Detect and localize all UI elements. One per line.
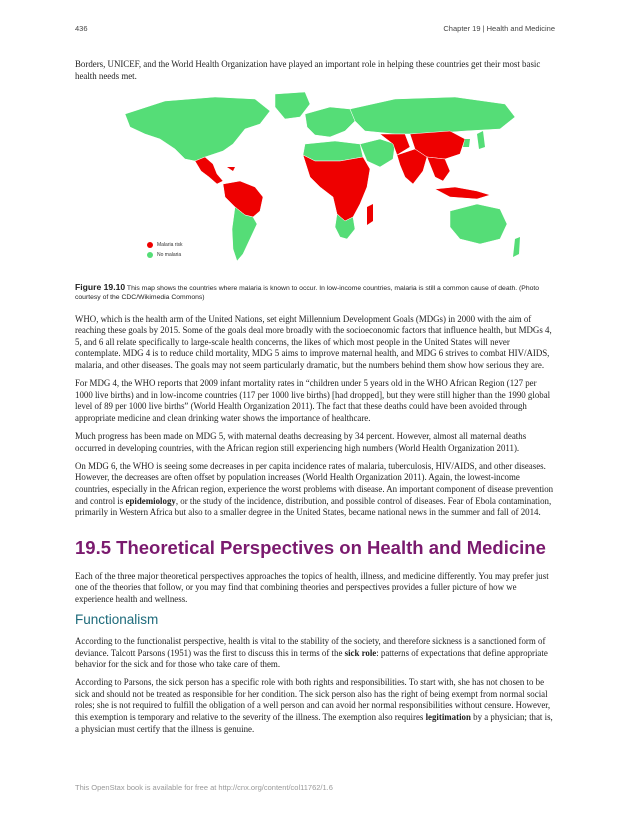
paragraph-mdg4: For MDG 4, the WHO reports that 2009 infant mortality rates in “children under 5 years old in the WHO African Region (127 per 1000 live births) and in low-income countries (117 per 1000 live births) [had dropped], but they were still higher than the 1990 global level of 89 per 1000 live births” (World Health Organization 2011). The fact that these deaths could have been avoided through appropriate medicine and clean drinking water shows the importance of healthcare. (75, 378, 551, 423)
page-content (75, 59, 555, 742)
legend-swatch (147, 252, 153, 258)
figure-caption-text: This map shows the countries where malaria is known to occur. In low-income countries, malaria is still a common cause of death. (Photo courtesy of the CDC/Wikimedia Commons) (75, 284, 540, 301)
text: On MDG 6, the WHO is seeing some decreases in per capita incidence rates of malaria, tuberculosis, HIV/AIDS, and other diseases. However, the decreases are often offset by population increases (World Health Organization 2011). Again, the lowest-income countries, especially in the African region, experience the worst problems with disease. An important component of disease prevention and control is (75, 460, 554, 506)
malaria-map-figure (75, 89, 555, 279)
key-term-epidemiology: epidemiology (125, 495, 176, 506)
legend-swatch (147, 242, 153, 248)
map-legend (147, 242, 183, 262)
paragraph-functionalism-2 (75, 677, 555, 735)
legend-label: Malaria risk (157, 241, 183, 248)
text: , or the study of the incidence, distribution, and possible control of diseases. Fear of Ebola contamination, primarily in Western Africa but also to a smaller degree in the United States, became national news in the summer and fall of 2014. (75, 495, 552, 518)
page-footer: This OpenStax book is available for free at http://cnx.org/content/col11762/1.6 (75, 783, 333, 792)
paragraph-mdg-overview: WHO, which is the health arm of the United Nations, set eight Millennium Development Goals (MDGs) in 2000 with the aim of reaching these goals by 2015. Some of the goals deal more broadly with the socioeconomic factors that influence health, but MDGs 4, 5, and 6 all relate specifically to large-scale health concerns, the likes of which most people in the United States will never contemplate. MDG 4 is to reduce child mortality, MDG 5 aims to improve maternal health, and MDG 6 strives to combat HIV/AIDS, malaria, and other diseases. The goals may not seem particularly dramatic, but the numbers behind them show how serious they are. (75, 313, 552, 371)
figure-label: Figure 19.10 (75, 281, 126, 292)
text: by a physician; that is, a physician must certify that the illness is genuine. (75, 712, 553, 734)
legend-label: No malaria (157, 251, 182, 258)
section-heading: 19.5 Theoretical Perspectives on Health and Medicine (75, 536, 546, 558)
page-number: 436 (75, 24, 88, 33)
section-intro: Each of the three major theoretical perspectives approaches the topics of health, illness, and medicine differently. You may prefer just one of the theories that follow, or you may find that combining theories and perspectives provides a fuller picture of how we experience health and wellness. (75, 570, 549, 604)
text: : patterns of expectations that define appropriate behavior for the sick and for those who take care of them. (75, 647, 548, 670)
legend-item-no-malaria (147, 252, 183, 258)
figure-caption (75, 283, 555, 302)
legend-item-malaria-risk (147, 242, 183, 248)
intro-paragraph: Borders, UNICEF, and the World Health Organization have played an important role in helping these countries get their most basic health needs met. (75, 59, 541, 81)
chapter-header: Chapter 19 | Health and Medicine (443, 24, 555, 33)
paragraph-mdg6 (75, 461, 555, 519)
key-term-legitimation: legitimation (425, 712, 471, 723)
paragraph-functionalism-1 (75, 636, 555, 671)
paragraph-mdg5: Much progress has been made on MDG 5, with maternal deaths decreasing by 34 percent. However, almost all maternal deaths occurred in developing countries, with the African region still experiencing high numbers (World Health Organization 2011). (75, 431, 527, 453)
key-term-sick-role: sick role (344, 647, 377, 658)
subsection-heading: Functionalism (75, 611, 159, 627)
text: According to the functionalist perspective, health is vital to the stability of the society, and therefore sickness is a sanctioned form of deviance. Talcott Parsons (1951) was the first to discuss this in terms of the (75, 635, 546, 658)
text: According to Parsons, the sick person has a specific role with both rights and responsibilities. To start with, she has not chosen to be sick and should not be treated as responsible for her condition. The sick person also has the right of being exempt from normal social roles; she is not required to fulfill the obligation of a well person and can avoid her normal responsibilities without censure. However, this exemption is temporary and relative to the severity of the illness. The exemption also requires (75, 677, 551, 723)
